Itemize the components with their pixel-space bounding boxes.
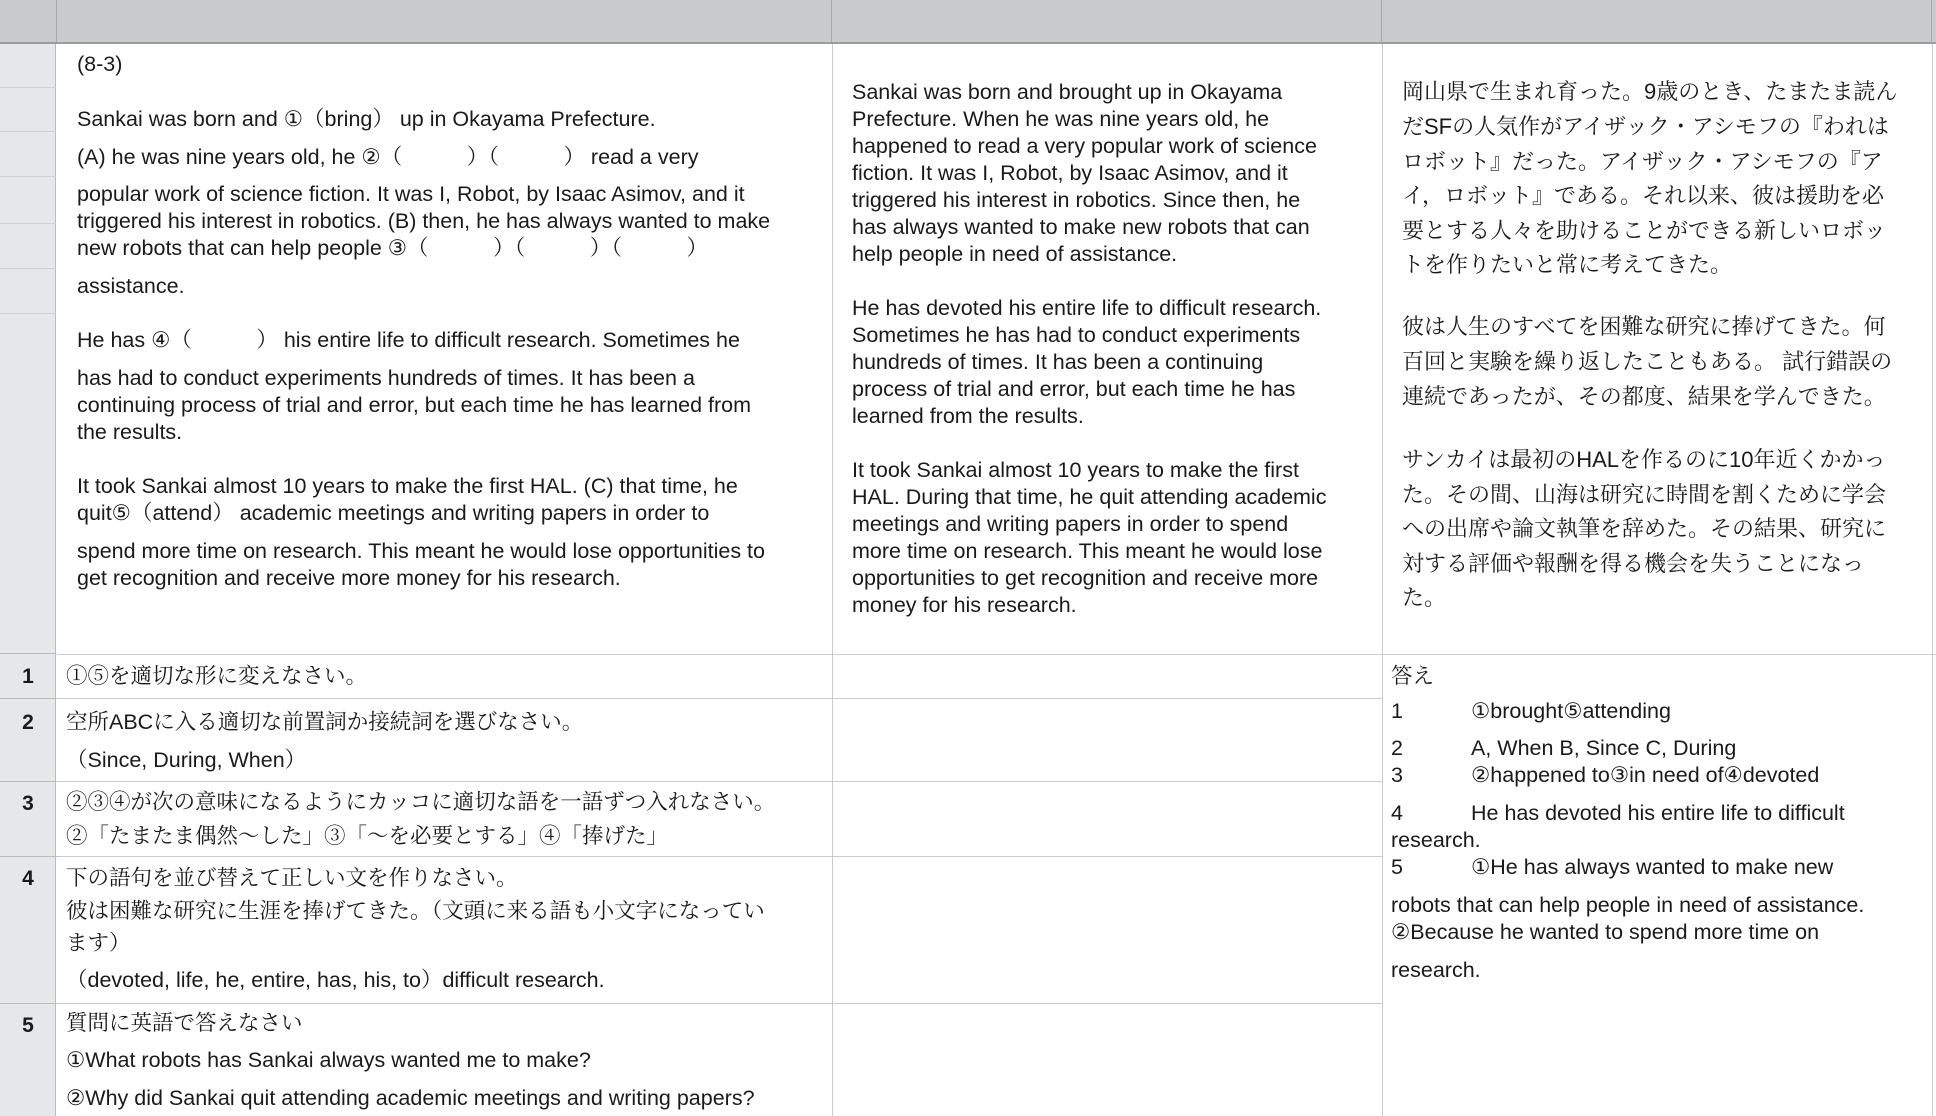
row-number[interactable]: 1: [22, 665, 34, 688]
original-line: triggered his interest in robotics. Since then, he: [852, 188, 1301, 212]
passage-line: He has ④（ ） his entire life to difficult research. Sometimes he: [77, 328, 740, 352]
empty-cell[interactable]: [833, 782, 1381, 856]
question-text: ①What robots has Sankai always wanted me to make?: [66, 1048, 591, 1072]
translation-line: 対する評価や報酬を得る機会を失うことになっ: [1402, 551, 1865, 576]
row-number[interactable]: 5: [22, 1014, 34, 1037]
translation-line: トを作りたいと常に考えてきた。: [1402, 252, 1733, 277]
original-line: Sometimes he has had to conduct experiments: [852, 323, 1301, 347]
translation-line: イ，ロボット』である。それ以来、彼は援助を必: [1402, 183, 1885, 208]
original-line: happened to read a very popular work of science: [852, 134, 1317, 158]
answer-text: ②Because he wanted to spend more time on: [1391, 920, 1820, 944]
answer-line: [1391, 698, 1671, 725]
empty-cell[interactable]: [833, 699, 1381, 781]
answer-line: [1391, 957, 1481, 984]
original-line: fiction. It was I, Robot, by Isaac Asimov, and it: [852, 161, 1288, 185]
original-line: It took Sankai almost 10 years to make the first: [852, 458, 1299, 482]
original-line: learned from the results.: [852, 404, 1084, 428]
grid-line: [1932, 44, 1933, 1116]
row-header-sub[interactable]: [0, 224, 56, 269]
answer-text: ①He has always wanted to make new: [1471, 855, 1834, 879]
column-header-row: [0, 0, 1936, 44]
empty-cell[interactable]: [833, 655, 1381, 698]
answer-text: robots that can help people in need of assistance.: [1391, 893, 1865, 917]
answer-heading: 答え: [1391, 664, 1435, 688]
select-all-corner[interactable]: [0, 0, 57, 42]
row-header-sub[interactable]: [0, 44, 56, 88]
passage-line: Sankai was born and ①（bring） up in Okayama Prefecture.: [77, 107, 656, 131]
question-text: 下の語句を並び替えて正しい文を作りなさい。: [66, 866, 518, 890]
row-divider: [0, 856, 57, 857]
original-line: Sankai was born and brought up in Okayama: [852, 80, 1283, 104]
row-divider: [0, 781, 57, 782]
row-header-main[interactable]: [0, 314, 56, 654]
passage-line: spend more time on research. This meant he would lose opportunities to: [77, 539, 765, 563]
passage-line: assistance.: [77, 274, 185, 298]
answer-text: ②happened to③in need of④devoted: [1471, 763, 1820, 787]
row-header-sub[interactable]: [0, 88, 56, 132]
original-line: more time on research. This meant he would lose: [852, 539, 1323, 563]
passage-line: triggered his interest in robotics. (B) then, he has always wanted to make: [77, 209, 771, 233]
translation-line: 岡山県で生まれ育った。9歳のとき、たまたま読ん: [1402, 79, 1898, 104]
question-text: 空所ABCに入る適切な前置詞か接続詞を選びなさい。: [66, 710, 584, 734]
question-text: 質問に英語で答えなさい: [66, 1011, 303, 1035]
original-line: money for his research.: [852, 593, 1077, 617]
answer-line: [1391, 762, 1819, 789]
answer-text: research.: [1391, 828, 1481, 852]
answer-line: [1391, 735, 1736, 762]
translation-line: 百回と実験を繰り返したこともある。 試行錯誤の: [1402, 349, 1893, 374]
original-line: HAL. During that time, he quit attending academic: [852, 485, 1327, 509]
answer-text: research.: [1391, 958, 1481, 982]
translation-line: 連続であったが、その都度、結果を学んできた。: [1402, 384, 1886, 409]
passage-line: new robots that can help people ③（ ）（ ）（ ）: [77, 236, 709, 260]
original-line: has always wanted to make new robots that can: [852, 215, 1310, 239]
answer-line: [1391, 800, 1845, 827]
column-header-b[interactable]: [832, 0, 1382, 42]
answer-number: 2: [1391, 736, 1403, 760]
answer-text: He has devoted his entire life to difficult: [1471, 801, 1845, 825]
question-text: ②「たまたま偶然〜した」③「〜を必要とする」④「捧げた」: [66, 824, 669, 848]
original-line: opportunities to get recognition and receive more: [852, 566, 1319, 590]
question-text: ます）: [66, 931, 131, 955]
column-header-c[interactable]: [1382, 0, 1932, 42]
original-line: process of trial and error, but each time he has: [852, 377, 1296, 401]
passage-line: quit⑤（attend） academic meetings and writing papers in order to: [77, 501, 710, 525]
question-text: ②③④が次の意味になるようにカッコに適切な語を一語ずつ入れなさい。: [66, 790, 776, 814]
row-header-sub[interactable]: [0, 177, 56, 224]
answer-line: [1391, 854, 1833, 881]
original-line: help people in need of assistance.: [852, 242, 1178, 266]
original-line: He has devoted his entire life to difficult research.: [852, 296, 1322, 320]
passage-line: (A) he was nine years old, he ②（ ）（ ） read a very: [77, 145, 699, 169]
question-text: （devoted, life, he, entire, has, his, to）difficult research.: [66, 968, 605, 992]
answer-line: [1391, 827, 1481, 854]
passage-line: It took Sankai almost 10 years to make the first HAL. (C) that time, he: [77, 474, 738, 498]
answer-number: 5: [1391, 855, 1403, 879]
grid-line: [1382, 44, 1383, 1116]
passage-title: (8-3): [77, 52, 123, 76]
question-text: 彼は困難な研究に生涯を捧げてきた。（文頭に来る語も小文字になってい: [66, 899, 765, 923]
translation-line: ロボット』だった。アイザック・アシモフの『ア: [1402, 149, 1883, 174]
answer-number: 4: [1391, 801, 1403, 825]
passage-line: continuing process of trial and error, but each time he has learned from: [77, 393, 752, 417]
row-number[interactable]: 3: [22, 792, 34, 815]
empty-cell[interactable]: [833, 857, 1381, 1003]
row-divider: [0, 698, 57, 699]
answer-line: [1391, 919, 1819, 946]
column-header-a[interactable]: [57, 0, 832, 42]
answer-text: A, When B, Since C, During: [1471, 736, 1737, 760]
original-line: hundreds of times. It has been a continuing: [852, 350, 1264, 374]
row-number[interactable]: 4: [22, 867, 34, 890]
passage-line: get recognition and receive more money for his research.: [77, 566, 621, 590]
translation-line: 彼は人生のすべてを困難な研究に捧げてきた。何: [1402, 314, 1886, 339]
original-line: Prefecture. When he was nine years old, he: [852, 107, 1270, 131]
answer-number: 3: [1391, 763, 1403, 787]
question-text: （Since, During, When）: [66, 748, 307, 772]
question-text: ②Why did Sankai quit attending academic meetings and writing papers?: [66, 1086, 755, 1110]
passage-line: popular work of science fiction. It was I, Robot, by Isaac Asimov, and it: [77, 182, 745, 206]
translation-line: 要とする人々を助けることができる新しいロボッ: [1402, 218, 1887, 243]
passage-line: the results.: [77, 420, 183, 444]
translation-line: た。: [1402, 585, 1447, 610]
question-text: ①⑤を適切な形に変えなさい。: [66, 664, 368, 688]
empty-cell[interactable]: [833, 1004, 1381, 1116]
answer-line: [1391, 892, 1864, 919]
row-header-sub[interactable]: [0, 132, 56, 177]
row-number[interactable]: 2: [22, 711, 34, 734]
answer-number: 1: [1391, 699, 1403, 723]
translation-line: だSFの人気作がアイザック・アシモフの『われは: [1402, 114, 1889, 139]
translation-line: への出席や論文執筆を辞めた。その結果、研究に: [1402, 516, 1887, 541]
row-header-sub[interactable]: [0, 269, 56, 314]
original-line: meetings and writing papers in order to spend: [852, 512, 1289, 536]
passage-line: has had to conduct experiments hundreds of times. It has been a: [77, 366, 695, 390]
translation-line: サンカイは最初のHALを作るのに10年近くかかっ: [1402, 447, 1886, 472]
translation-line: た。その間、山海は研究に時間を割くために学会: [1402, 482, 1887, 507]
row-divider: [0, 1003, 57, 1004]
answer-text: ①brought⑤attending: [1471, 699, 1671, 723]
